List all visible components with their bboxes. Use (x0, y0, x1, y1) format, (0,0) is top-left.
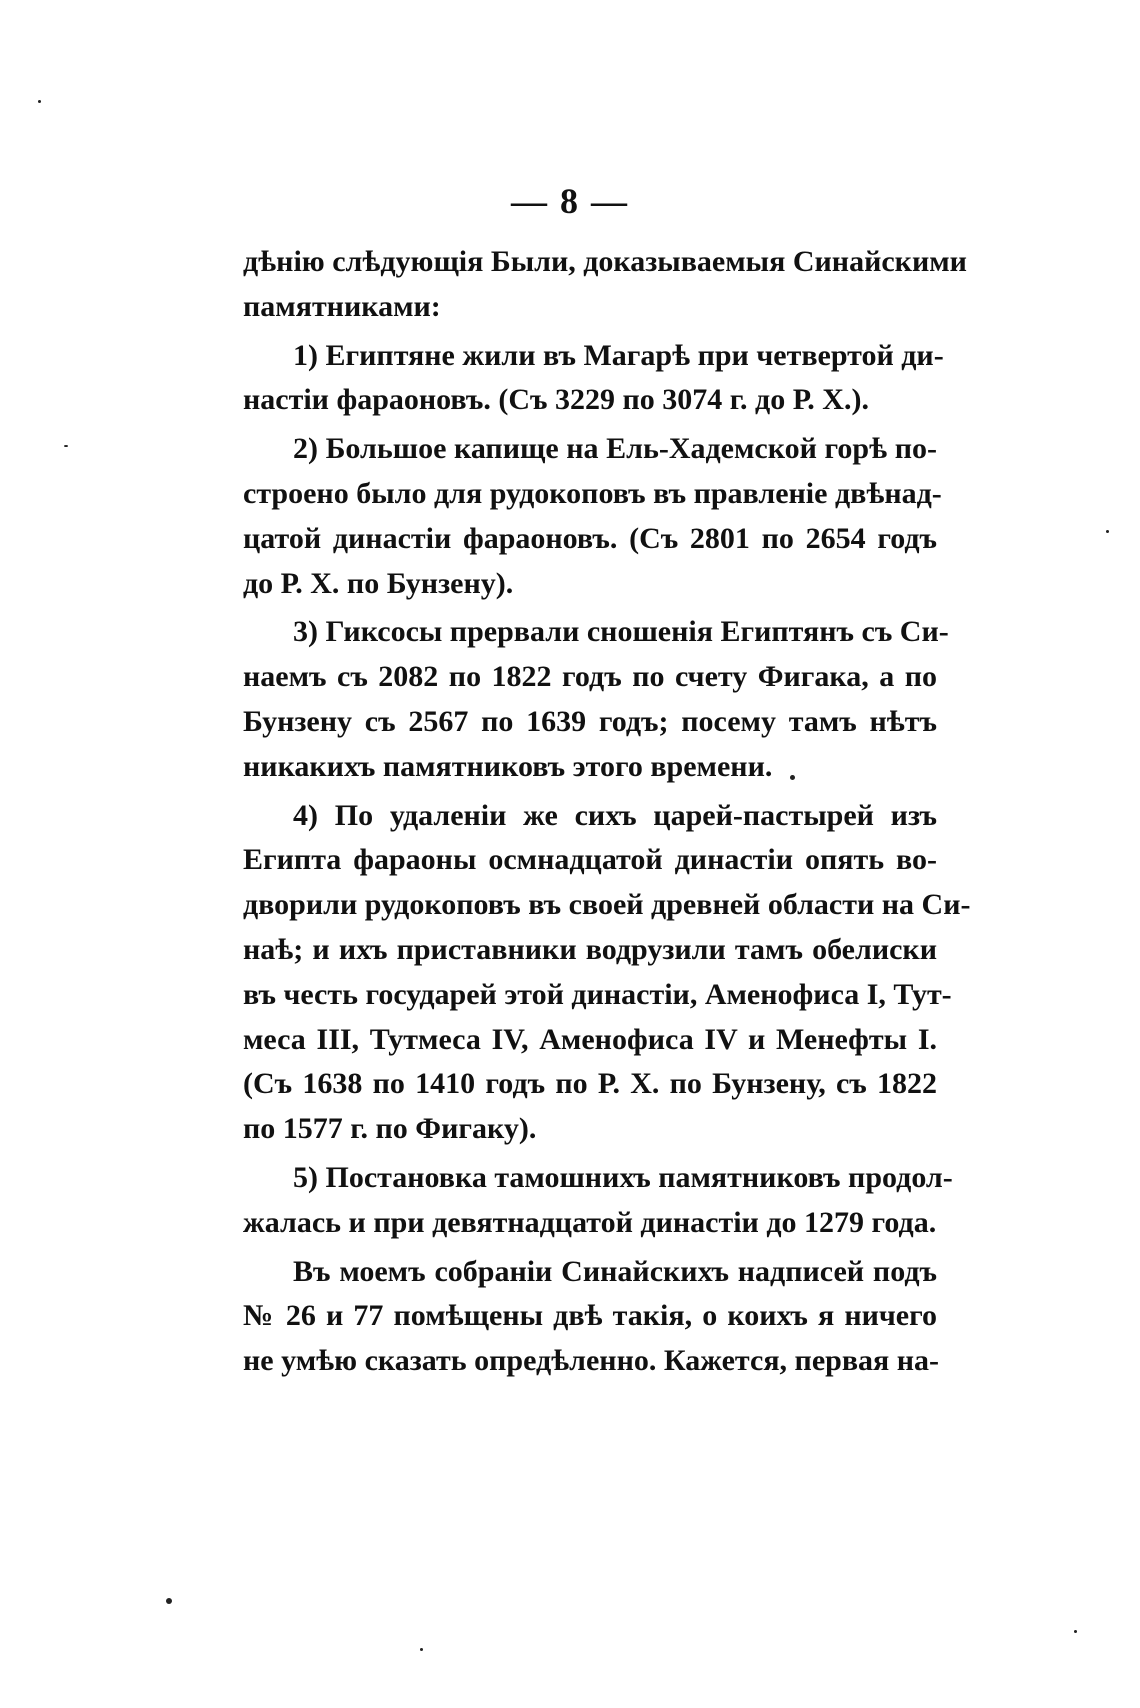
body-text (243, 240, 971, 1384)
text-line: № 26 и 77 помѣщены двѣ такія, о коихъ я ничего (243, 1299, 937, 1333)
text-line: 5) Постановка тамошнихъ памятниковъ продол- (293, 1160, 953, 1194)
text-line: 1) Египтяне жили въ Магарѣ при четвертой ди- (293, 338, 944, 372)
text-line: дѣнію слѣдующія Были, доказываемыя Синайскими (243, 245, 967, 278)
text-line: не умѣю сказать опредѣленно. Кажется, первая на- (243, 1344, 940, 1378)
scan-speck (1074, 1630, 1077, 1633)
text-line: наемъ съ 2082 по 1822 годъ по счету Фигака, а по (243, 660, 937, 694)
text-line: дворили рудокоповъ въ своей древней области на Си- (243, 888, 971, 922)
scan-speck (166, 1598, 172, 1604)
text-line: въ честь государей этой династіи, Аменофиса I, Тут- (243, 977, 952, 1011)
scan-speck (38, 100, 41, 103)
text-line: настіи фараоновъ. (Съ 3229 по 3074 г. до Р. Х.). (243, 383, 869, 417)
scan-speck (64, 445, 68, 447)
text-line: 4) По удаленіи же сихъ царей-пастырей изъ (293, 798, 937, 832)
text-line: 3) Гиксосы прервали сношенія Египтянъ съ Си- (293, 615, 949, 649)
text-line: Египта фараоны осмнадцатой династіи опять во- (243, 843, 937, 877)
text-line: наѣ; и ихъ приставники водрузили тамъ обелиски (243, 932, 937, 966)
page-number: — 8 — (511, 181, 629, 221)
text-line: (Съ 1638 по 1410 годъ по Р. Х. по Бунзену, съ 1822 (243, 1067, 937, 1101)
scan-speck (420, 1648, 423, 1651)
text-line: никакихъ памятниковъ этого времени. (243, 749, 773, 783)
text-line: цатой династіи фараоновъ. (Съ 2801 по 2654 годъ (243, 521, 937, 555)
text-line: строено было для рудокоповъ въ правленіе двѣнад- (243, 476, 942, 510)
text-line: по 1577 г. по Фигаку). (243, 1112, 537, 1146)
scan-speck (1106, 530, 1109, 533)
text-line: памятниками: (243, 289, 441, 323)
scan-speck (790, 775, 795, 780)
text-line: Въ моемъ собраніи Синайскихъ надписей подъ (293, 1254, 937, 1288)
text-line: Бунзену съ 2567 по 1639 годъ; посему тамъ нѣтъ (243, 704, 937, 738)
text-line: жалась и при девятнадцатой династіи до 1279 года. (243, 1205, 937, 1239)
text-line: меса III, Тутмеса IV, Аменофиса IV и Менефты I. (243, 1022, 937, 1056)
text-line: 2) Большое капище на Ель-Хадемской горѣ по- (293, 432, 937, 466)
text-line: до Р. Х. по Бунзену). (243, 566, 514, 600)
